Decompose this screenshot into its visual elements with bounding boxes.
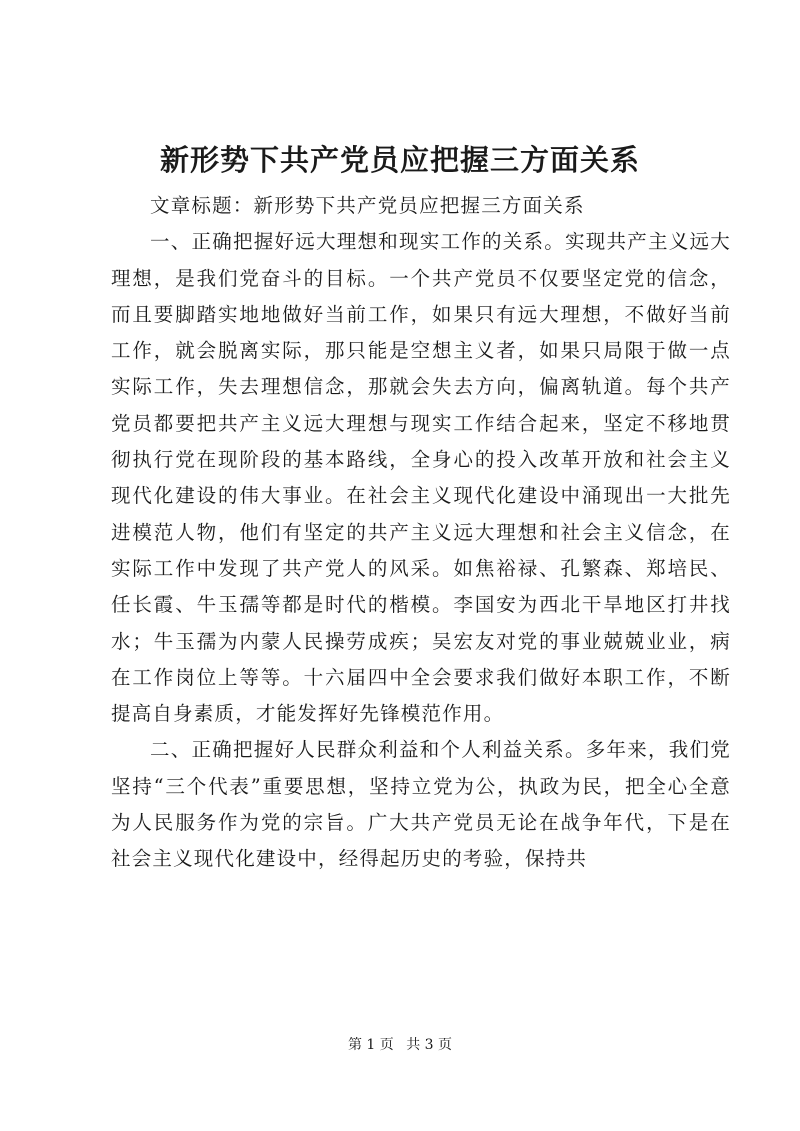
- document-body: [111, 188, 731, 878]
- paragraph-2: 二、正确把握好人民群众利益和个人利益关系。多年来，我们党坚持“三个代表”重要思想，坚持立党为公，执政为民，把全心全意为人民服务作为党的宗旨。广大共产党员无论在战争年代，下是在社会主义现代化建设中，经得起历史的考验，保持共: [111, 738, 731, 871]
- page-footer: [0, 1035, 800, 1055]
- document-title: 新形势下共产党员应把握三方面关系: [159, 143, 640, 177]
- paragraph-1: 一、正确把握好远大理想和现实工作的关系。实现共产主义远大理想，是我们党奋斗的目标。一个共产党员不仅要坚定党的信念，而且要脚踏实地地做好当前工作，如果只有远大理想，不做好当前工作，就会脱离实际，那只能是空想主义者，如果只局限于做一点实际工作，失去理想信念，那就会失去方向，偏离轨道。每个共产党员都要把共产主义远大理想与现实工作结合起来，坚定不移地贯彻执行党在现阶段的基本路线，全身心的投入改革开放和社会主义现代化建设的伟大事业。在社会主义现代化建设中涌现出一大批先进模范人物，他们有坚定的共产主义远大理想和社会主义信念，在实际工作中发现了共产党人的风采。如焦裕禄、孔繁森、郑培民、任长霞、牛玉孺等都是时代的楷模。李国安为西北干旱地区打井找水；牛玉孺为内蒙人民操劳成疾；吴宏友对党的事业兢兢业业，病在工作岗位上等等。十六届四中全会要求我们做好本职工作，不断提高自身素质，才能发挥好先锋模范作用。: [111, 230, 731, 726]
- page-number: 第 1 页: [347, 1037, 394, 1053]
- subtitle-line: 文章标题：新形势下共产党员应把握三方面关系: [150, 194, 585, 217]
- page-total: 共 3 页: [406, 1037, 453, 1053]
